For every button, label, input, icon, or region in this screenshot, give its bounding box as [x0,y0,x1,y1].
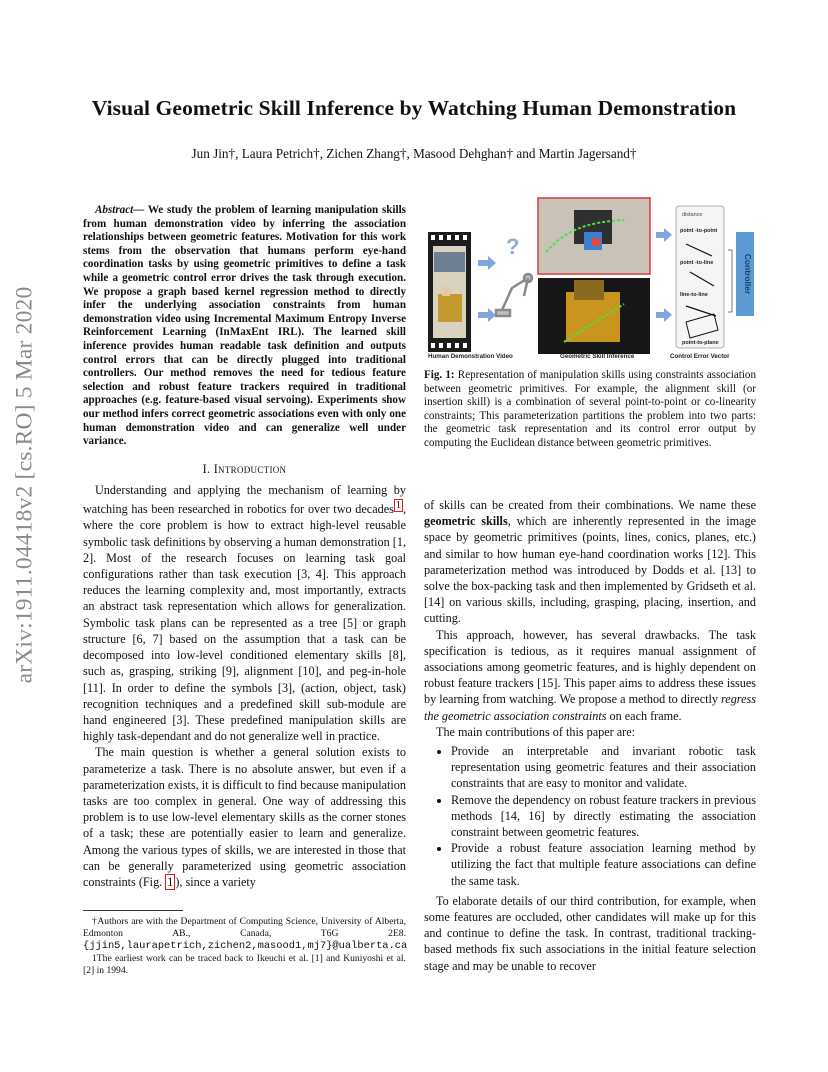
paper-title: Visual Geometric Skill Inference by Watching Human Demonstration [91,96,737,120]
intro-p2-start: The main question is whether a general solution exists to parameterize a task. There is no absolute answer, but even if a parameterization exists, it is difficult to find because manipulation tasks are too complex in general. One way of addressing this problem is to use low-level elementary skills as the corner stones of a task; these are potentially easier to learn and generalize. Among the various types of skills, we are interested in those that can be generally parameterized using geometric association constraints (Fig. [83,745,406,889]
footnote-1: 1The earliest work can be traced back to Ikeuchi et al. [1] and Kuniyoshi et al. [2] in 1994. [83,952,406,976]
figure-label-middle: Geometric Skill Inference [560,353,635,360]
right-column-text [424,497,756,974]
figure-label-right: Control Error Vector [670,353,730,360]
geometric-primitives-panel [676,206,724,348]
author-list: Jun Jin†, Laura Petrich†, Zichen Zhang†, Masood Dehghan† and Martin Jagersand† [191,146,637,161]
primitive-label: point-to-plane [682,340,719,346]
right-p2-end: on each frame. [606,708,682,723]
right-p2-start: This approach, however, has several drawbacks. The task specification is tedious, as it requires manual assignment of associations among geometric features, and is highly dependent on robust feature trackers [15]. This paper aims to address these issues by learning from watching. We propose a method to directly [424,627,756,707]
arxiv-stamp [4,288,46,683]
figure-1-link[interactable]: 1 [167,874,174,889]
primitive-label: distance [682,212,703,218]
affiliation-footnote [83,916,406,953]
primitive-label: point -to-line [680,260,714,266]
author-emails: {jjin5,laurapetrich,zichen2,masood1,mj7}@ualberta.ca [83,940,408,953]
caption-text: Representation of manipulation skills using constraints association between geometric primitives. For example, the alignment skill (or insertion skill) is a combination of several point-to-point or co-linearity constraints; This parameterization partitions the problem into two parts: the geometric task representation and its control error output by computing the Euclidean distance between geometric primitives. [424,369,756,449]
right-paragraph-1 [424,497,756,627]
film-strip-image [428,232,471,352]
primitive-label: point -to-point [680,228,718,234]
question-mark: ? [506,234,520,259]
intro-text [83,482,406,890]
section-heading [83,461,406,477]
right-p1-start: of skills can be created from their combinations. We name these [424,498,756,512]
affiliation-text: †Authors are with the Department of Computing Science, University of Alberta, Edmonton AB., Canada, T6G 2E8. [83,916,406,940]
footnote-rule [83,910,183,911]
right-paragraph-2 [424,627,756,724]
figure-label-left: Human Demonstration Video [428,353,513,360]
right-paragraph-4: To elaborate details of our third contribution, for example, when some features are occluded, other candidates will make up for this and continue to define the task. In contrast, traditional tracking-based methods fix such associations in the initial feature selection stage and may be unable to recover [424,893,756,973]
section-number: I. [202,462,211,476]
right-p1-end: , which are inherently represented in the image space by geometric primitives (points, lines, conics, planes, etc.) and similar to how human eye-hand coordination works [12]. This parameterization method was introduced by Dodds et al. [13] to solve the box-packing task and then implemented by Gridseth et al. [14] on various skills, including, grasping, placing, insertion, and cutting. [424,514,756,626]
robot-arm-icon [496,274,532,316]
section-name: Introduction [213,462,287,476]
controller-block [736,232,754,316]
intro-p1-end: , where the core problem is how to extract high-level reusable symbolic task definitions by observing a human demonstration [1, 2]. Most of the research focuses on learning task goal configurations rather than task execution [3, 4]. This approach reduces the learning complexity and, most importantly, extracts an abstract task representation which allows for generalization. Symbolic task plans can be represented as a tree [5] or graph structure [6, 7] based on the assumption that a task can be decomposed into low-level conditioned elementary skills [8], such as, grasping, striking [9], alignment [10], and peg-in-hole [11]. In order to define the symbols [3], (action, object, task) recognition techniques and a predefined skill sub-module are hand engineered [3]. These predefined manipulation skills are highly task-dependant and do not generalize well in practice. [83,502,406,744]
intro-paragraph-1 [83,482,406,744]
arrow-icon [478,308,496,322]
right-paragraph-3: The main contributions of this paper are: [436,724,636,739]
list-item: • Provide an interpretable and invariant robotic task representation using geometric features and their association constraints that are easy to monitor and validate. [451,743,756,792]
list-item: • Provide a robust feature association learning method by utilizing the fact that multiple feature associations can define the same task. [451,840,756,889]
footnote-1-link[interactable]: 1 [395,500,401,512]
abstract-lead: Abstract— [95,204,145,216]
figure-1-caption [424,369,756,451]
intro-p2-end: ), since a variety [175,874,256,889]
figure-1-graphic [424,192,756,364]
abstract-body: We study the problem of learning manipulation skills from human demonstration video by inferring the association relationships between geometric features. Motivation for this work stems from the observation that humans perform eye-hand coordination tasks by using geometric primitives to define a task while a geometric control error drives the task through execution. We propose a graph based kernel regression method to directly infer the underlying association constraints from human demonstration video using Incremental Maximum Entropy Inverse Reinforcement Learning (InMaxEnt IRL). The learned skill inference provides human readable task definition and outputs control errors that can be directly plugged into traditional controllers. Our method removes the need for tedious feature selection and robust feature trackers required in traditional approaches (e.g. feature-based visual servoing). Experiments show our method infers correct geometric associations even with only one human demonstration video and can generalize well under variance. [83,204,406,448]
contribution-list [424,743,756,889]
arrow-icon [656,308,672,322]
list-item: • Remove the dependency on robust feature trackers in previous methods [14, 16] by directly estimating the association constraint between geometric features. [451,792,756,841]
caption-label: Fig. 1: [424,369,455,381]
arrow-icon [478,256,496,270]
abstract [83,204,406,449]
figure-1 [424,192,756,364]
intro-p1-start: Understanding and applying the mechanism of learning by watching has been researched in robotics for over two decades [83,483,406,517]
controller-label: Controller [743,253,753,295]
intro-paragraph-2 [83,744,406,890]
geometric-skill-inference-image [538,198,650,354]
arrow-icon [656,228,672,242]
footnotes [83,916,406,977]
primitive-label: line-to-line [680,292,708,298]
right-p1-bold: geometric skills [424,514,508,529]
vector-bracket [728,250,732,312]
right-p2-emphasis: regress the geometric association constraints [424,692,756,723]
arxiv-stamp-text: arXiv:1911.04418v2 [cs.RO] 5 Mar 2020 [11,286,38,684]
